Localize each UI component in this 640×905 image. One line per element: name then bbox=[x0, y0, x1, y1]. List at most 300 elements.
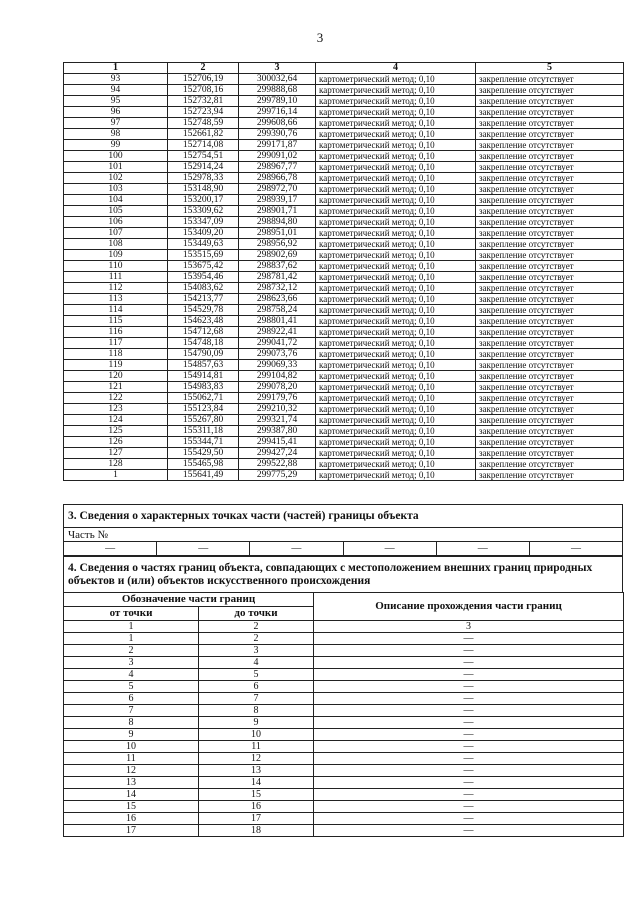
method-cell: картометрический метод; 0,10 bbox=[316, 316, 476, 327]
section-4-title: 4. Сведения о частях границ объекта, совпадающих с местоположением внешних границ природных объектов и (или) объектов искусственного происхождения bbox=[68, 562, 593, 587]
point-number: 121 bbox=[64, 382, 168, 393]
table-row bbox=[64, 789, 624, 801]
table-row bbox=[64, 228, 624, 239]
to-point: 2 bbox=[199, 633, 314, 645]
x-coordinate: 152754,51 bbox=[168, 151, 239, 162]
x-coordinate: 152661,82 bbox=[168, 129, 239, 140]
from-point: 1 bbox=[64, 633, 199, 645]
method-cell: картометрический метод; 0,10 bbox=[316, 393, 476, 404]
point-number: 95 bbox=[64, 96, 168, 107]
to-point: 10 bbox=[199, 729, 314, 741]
index-col-2: 2 bbox=[199, 621, 314, 633]
table-row bbox=[64, 96, 624, 107]
table-row bbox=[64, 316, 624, 327]
header-to-point: до точки bbox=[199, 607, 314, 621]
section-4-block bbox=[63, 556, 623, 592]
description-cell: — bbox=[314, 753, 624, 765]
method-cell: картометрический метод; 0,10 bbox=[316, 371, 476, 382]
table-row bbox=[64, 371, 624, 382]
x-coordinate: 155311,18 bbox=[168, 426, 239, 437]
fixation-cell: закрепление отсутствует bbox=[476, 140, 624, 151]
y-coordinate: 299390,76 bbox=[239, 129, 316, 140]
point-number: 96 bbox=[64, 107, 168, 118]
fixation-cell: закрепление отсутствует bbox=[476, 118, 624, 129]
table-row bbox=[64, 140, 624, 151]
method-cell: картометрический метод; 0,10 bbox=[316, 448, 476, 459]
x-coordinate: 153347,09 bbox=[168, 217, 239, 228]
x-coordinate: 155429,50 bbox=[168, 448, 239, 459]
point-number: 115 bbox=[64, 316, 168, 327]
fixation-cell: закрепление отсутствует bbox=[476, 382, 624, 393]
x-coordinate: 155123,84 bbox=[168, 404, 239, 415]
table-row bbox=[64, 294, 624, 305]
x-coordinate: 153200,17 bbox=[168, 195, 239, 206]
from-point: 4 bbox=[64, 669, 199, 681]
fixation-cell: закрепление отсутствует bbox=[476, 107, 624, 118]
fixation-cell: закрепление отсутствует bbox=[476, 96, 624, 107]
fixation-cell: закрепление отсутствует bbox=[476, 228, 624, 239]
point-number: 94 bbox=[64, 85, 168, 96]
table-row bbox=[64, 151, 624, 162]
to-point: 5 bbox=[199, 669, 314, 681]
point-number: 117 bbox=[64, 338, 168, 349]
description-cell: — bbox=[314, 669, 624, 681]
fixation-cell: закрепление отсутствует bbox=[476, 74, 624, 85]
from-point: 17 bbox=[64, 825, 199, 837]
y-coordinate: 298901,71 bbox=[239, 206, 316, 217]
fixation-cell: закрепление отсутствует bbox=[476, 327, 624, 338]
from-point: 2 bbox=[64, 645, 199, 657]
fixation-cell: закрепление отсутствует bbox=[476, 195, 624, 206]
point-number: 99 bbox=[64, 140, 168, 151]
fixation-cell: закрепление отсутствует bbox=[476, 305, 624, 316]
coordinates-header-row bbox=[64, 63, 624, 74]
to-point: 18 bbox=[199, 825, 314, 837]
method-cell: картометрический метод; 0,10 bbox=[316, 206, 476, 217]
x-coordinate: 152914,24 bbox=[168, 162, 239, 173]
index-col-1: 1 bbox=[64, 621, 199, 633]
table-row bbox=[64, 305, 624, 316]
method-cell: картометрический метод; 0,10 bbox=[316, 294, 476, 305]
method-cell: картометрический метод; 0,10 bbox=[316, 382, 476, 393]
coordinates-table bbox=[63, 62, 624, 481]
fixation-cell: закрепление отсутствует bbox=[476, 272, 624, 283]
header-description: Описание прохождения части границ bbox=[314, 593, 624, 621]
x-coordinate: 152723,94 bbox=[168, 107, 239, 118]
method-cell: картометрический метод; 0,10 bbox=[316, 272, 476, 283]
table-row bbox=[64, 118, 624, 129]
x-coordinate: 154623,48 bbox=[168, 316, 239, 327]
point-number: 108 bbox=[64, 239, 168, 250]
fixation-cell: закрепление отсутствует bbox=[476, 371, 624, 382]
fixation-cell: закрепление отсутствует bbox=[476, 261, 624, 272]
description-cell: — bbox=[314, 765, 624, 777]
to-point: 14 bbox=[199, 777, 314, 789]
y-coordinate: 298623,66 bbox=[239, 294, 316, 305]
table-row bbox=[64, 448, 624, 459]
x-coordinate: 155344,71 bbox=[168, 437, 239, 448]
description-cell: — bbox=[314, 741, 624, 753]
description-cell: — bbox=[314, 801, 624, 813]
table-row bbox=[64, 705, 624, 717]
empty-cell: — bbox=[570, 543, 581, 554]
point-number: 125 bbox=[64, 426, 168, 437]
y-coordinate: 298956,92 bbox=[239, 239, 316, 250]
method-cell: картометрический метод; 0,10 bbox=[316, 151, 476, 162]
empty-cell: — bbox=[64, 542, 157, 556]
y-coordinate: 299775,29 bbox=[239, 470, 316, 481]
point-number: 114 bbox=[64, 305, 168, 316]
to-point: 8 bbox=[199, 705, 314, 717]
description-cell: — bbox=[314, 789, 624, 801]
table-row bbox=[64, 74, 624, 85]
table-row bbox=[64, 338, 624, 349]
from-point: 13 bbox=[64, 777, 199, 789]
point-number: 124 bbox=[64, 415, 168, 426]
y-coordinate: 299091,02 bbox=[239, 151, 316, 162]
point-number: 105 bbox=[64, 206, 168, 217]
y-coordinate: 299415,41 bbox=[239, 437, 316, 448]
table-row bbox=[64, 261, 624, 272]
y-coordinate: 298967,77 bbox=[239, 162, 316, 173]
y-coordinate: 299522,88 bbox=[239, 459, 316, 470]
fixation-cell: закрепление отсутствует bbox=[476, 162, 624, 173]
table-row bbox=[64, 404, 624, 415]
method-cell: картометрический метод; 0,10 bbox=[316, 173, 476, 184]
table-row bbox=[64, 415, 624, 426]
point-number: 106 bbox=[64, 217, 168, 228]
x-coordinate: 153148,90 bbox=[168, 184, 239, 195]
method-cell: картометрический метод; 0,10 bbox=[316, 305, 476, 316]
table-row bbox=[64, 657, 624, 669]
from-point: 3 bbox=[64, 657, 199, 669]
method-cell: картометрический метод; 0,10 bbox=[316, 404, 476, 415]
table-row bbox=[64, 459, 624, 470]
y-coordinate: 299073,76 bbox=[239, 349, 316, 360]
x-coordinate: 153675,42 bbox=[168, 261, 239, 272]
x-coordinate: 154857,63 bbox=[168, 360, 239, 371]
table-row bbox=[64, 681, 624, 693]
empty-cell: — bbox=[250, 542, 343, 556]
fixation-cell: закрепление отсутствует bbox=[476, 360, 624, 371]
table-row bbox=[64, 437, 624, 448]
empty-cell: — bbox=[157, 542, 250, 556]
y-coordinate: 298951,01 bbox=[239, 228, 316, 239]
method-cell: картометрический метод; 0,10 bbox=[316, 228, 476, 239]
table-row bbox=[64, 669, 624, 681]
from-point: 16 bbox=[64, 813, 199, 825]
table-row bbox=[64, 239, 624, 250]
y-coordinate: 299888,68 bbox=[239, 85, 316, 96]
method-cell: картометрический метод; 0,10 bbox=[316, 250, 476, 261]
method-cell: картометрический метод; 0,10 bbox=[316, 360, 476, 371]
x-coordinate: 154529,78 bbox=[168, 305, 239, 316]
to-point: 9 bbox=[199, 717, 314, 729]
fixation-cell: закрепление отсутствует bbox=[476, 393, 624, 404]
to-point: 17 bbox=[199, 813, 314, 825]
table-row bbox=[64, 813, 624, 825]
table-row bbox=[64, 741, 624, 753]
point-number: 120 bbox=[64, 371, 168, 382]
table-row bbox=[64, 426, 624, 437]
to-point: 16 bbox=[199, 801, 314, 813]
table-row bbox=[64, 393, 624, 404]
to-point: 7 bbox=[199, 693, 314, 705]
to-point: 4 bbox=[199, 657, 314, 669]
from-point: 12 bbox=[64, 765, 199, 777]
point-number: 113 bbox=[64, 294, 168, 305]
x-coordinate: 152748,59 bbox=[168, 118, 239, 129]
x-coordinate: 153515,69 bbox=[168, 250, 239, 261]
to-point: 12 bbox=[199, 753, 314, 765]
fixation-cell: закрепление отсутствует bbox=[476, 338, 624, 349]
table-row bbox=[64, 327, 624, 338]
x-coordinate: 152706,19 bbox=[168, 74, 239, 85]
table-row bbox=[64, 753, 624, 765]
fixation-cell: закрепление отсутствует bbox=[476, 349, 624, 360]
to-point: 15 bbox=[199, 789, 314, 801]
method-cell: картометрический метод; 0,10 bbox=[316, 118, 476, 129]
table-row bbox=[64, 129, 624, 140]
section-3-block bbox=[63, 504, 623, 556]
fixation-cell: закрепление отсутствует bbox=[476, 316, 624, 327]
boundary-parts-body bbox=[64, 633, 624, 837]
y-coordinate: 299179,76 bbox=[239, 393, 316, 404]
table-row bbox=[64, 360, 624, 371]
y-coordinate: 298939,17 bbox=[239, 195, 316, 206]
table-row bbox=[64, 717, 624, 729]
x-coordinate: 152978,33 bbox=[168, 173, 239, 184]
description-cell: — bbox=[314, 729, 624, 741]
point-number: 112 bbox=[64, 283, 168, 294]
y-coordinate: 299427,24 bbox=[239, 448, 316, 459]
fixation-cell: закрепление отсутствует bbox=[476, 129, 624, 140]
from-point: 9 bbox=[64, 729, 199, 741]
method-cell: картометрический метод; 0,10 bbox=[316, 85, 476, 96]
y-coordinate: 298972,70 bbox=[239, 184, 316, 195]
description-cell: — bbox=[314, 693, 624, 705]
y-coordinate: 298781,42 bbox=[239, 272, 316, 283]
boundary-parts-table bbox=[63, 592, 624, 837]
fixation-cell: закрепление отсутствует bbox=[476, 206, 624, 217]
method-cell: картометрический метод; 0,10 bbox=[316, 459, 476, 470]
description-cell: — bbox=[314, 657, 624, 669]
page-number: 3 bbox=[316, 30, 324, 45]
fixation-cell: закрепление отсутствует bbox=[476, 239, 624, 250]
fixation-cell: закрепление отсутствует bbox=[476, 404, 624, 415]
x-coordinate: 152714,08 bbox=[168, 140, 239, 151]
method-cell: картометрический метод; 0,10 bbox=[316, 283, 476, 294]
fixation-cell: закрепление отсутствует bbox=[476, 85, 624, 96]
y-coordinate: 298801,41 bbox=[239, 316, 316, 327]
from-point: 6 bbox=[64, 693, 199, 705]
empty-cell: — bbox=[437, 542, 530, 556]
description-cell: — bbox=[314, 681, 624, 693]
method-cell: картометрический метод; 0,10 bbox=[316, 129, 476, 140]
description-cell: — bbox=[314, 777, 624, 789]
point-number: 93 bbox=[64, 74, 168, 85]
x-coordinate: 152732,81 bbox=[168, 96, 239, 107]
point-number: 110 bbox=[64, 261, 168, 272]
method-cell: картометрический метод; 0,10 bbox=[316, 437, 476, 448]
method-cell: картометрический метод; 0,10 bbox=[316, 184, 476, 195]
to-point: 13 bbox=[199, 765, 314, 777]
header-col-1: 1 bbox=[64, 63, 168, 74]
y-coordinate: 298837,62 bbox=[239, 261, 316, 272]
x-coordinate: 154213,77 bbox=[168, 294, 239, 305]
fixation-cell: закрепление отсутствует bbox=[476, 415, 624, 426]
method-cell: картометрический метод; 0,10 bbox=[316, 415, 476, 426]
point-number: 101 bbox=[64, 162, 168, 173]
table-row bbox=[64, 173, 624, 184]
x-coordinate: 154712,68 bbox=[168, 327, 239, 338]
header-col-2: 2 bbox=[168, 63, 239, 74]
description-cell: — bbox=[314, 633, 624, 645]
point-number: 1 bbox=[64, 470, 168, 481]
y-coordinate: 299716,14 bbox=[239, 107, 316, 118]
fixation-cell: закрепление отсутствует bbox=[476, 437, 624, 448]
y-coordinate: 298732,12 bbox=[239, 283, 316, 294]
table-row bbox=[64, 470, 624, 481]
coordinates-body bbox=[64, 74, 624, 481]
method-cell: картометрический метод; 0,10 bbox=[316, 426, 476, 437]
fixation-cell: закрепление отсутствует bbox=[476, 448, 624, 459]
table-row bbox=[64, 693, 624, 705]
x-coordinate: 154083,62 bbox=[168, 283, 239, 294]
point-number: 104 bbox=[64, 195, 168, 206]
point-number: 103 bbox=[64, 184, 168, 195]
y-coordinate: 298966,78 bbox=[239, 173, 316, 184]
method-cell: картометрический метод; 0,10 bbox=[316, 327, 476, 338]
fixation-cell: закрепление отсутствует bbox=[476, 250, 624, 261]
table-row bbox=[64, 801, 624, 813]
method-cell: картометрический метод; 0,10 bbox=[316, 239, 476, 250]
y-coordinate: 299171,87 bbox=[239, 140, 316, 151]
table-row bbox=[64, 645, 624, 657]
description-cell: — bbox=[314, 813, 624, 825]
method-cell: картометрический метод; 0,10 bbox=[316, 217, 476, 228]
point-number: 107 bbox=[64, 228, 168, 239]
table-row bbox=[64, 382, 624, 393]
x-coordinate: 154983,83 bbox=[168, 382, 239, 393]
method-cell: картометрический метод; 0,10 bbox=[316, 162, 476, 173]
fixation-cell: закрепление отсутствует bbox=[476, 217, 624, 228]
y-coordinate: 298894,80 bbox=[239, 217, 316, 228]
y-coordinate: 299104,82 bbox=[239, 371, 316, 382]
header-col-4: 4 bbox=[316, 63, 476, 74]
point-number: 97 bbox=[64, 118, 168, 129]
y-coordinate: 299069,33 bbox=[239, 360, 316, 371]
y-coordinate: 298922,41 bbox=[239, 327, 316, 338]
y-coordinate: 300032,64 bbox=[239, 74, 316, 85]
x-coordinate: 153309,62 bbox=[168, 206, 239, 217]
y-coordinate: 298758,24 bbox=[239, 305, 316, 316]
to-point: 6 bbox=[199, 681, 314, 693]
y-coordinate: 299608,66 bbox=[239, 118, 316, 129]
table-row bbox=[64, 777, 624, 789]
to-point: 11 bbox=[199, 741, 314, 753]
table-row bbox=[64, 206, 624, 217]
fixation-cell: закрепление отсутствует bbox=[476, 470, 624, 481]
method-cell: картометрический метод; 0,10 bbox=[316, 96, 476, 107]
table-row bbox=[64, 633, 624, 645]
point-number: 102 bbox=[64, 173, 168, 184]
fixation-cell: закрепление отсутствует bbox=[476, 426, 624, 437]
from-point: 10 bbox=[64, 741, 199, 753]
fixation-cell: закрепление отсутствует bbox=[476, 151, 624, 162]
point-number: 116 bbox=[64, 327, 168, 338]
point-number: 119 bbox=[64, 360, 168, 371]
table-row bbox=[64, 765, 624, 777]
y-coordinate: 299041,72 bbox=[239, 338, 316, 349]
table-row bbox=[64, 195, 624, 206]
table-row bbox=[64, 107, 624, 118]
method-cell: картометрический метод; 0,10 bbox=[316, 349, 476, 360]
x-coordinate: 155062,71 bbox=[168, 393, 239, 404]
point-number: 127 bbox=[64, 448, 168, 459]
header-col-3: 3 bbox=[239, 63, 316, 74]
method-cell: картометрический метод; 0,10 bbox=[316, 195, 476, 206]
table-row bbox=[64, 162, 624, 173]
table-row bbox=[64, 349, 624, 360]
section-3-title: 3. Сведения о характерных точках части (частей) границы объекта bbox=[68, 510, 419, 522]
point-number: 128 bbox=[64, 459, 168, 470]
point-number: 123 bbox=[64, 404, 168, 415]
point-number: 98 bbox=[64, 129, 168, 140]
method-cell: картометрический метод; 0,10 bbox=[316, 338, 476, 349]
table-row bbox=[64, 217, 624, 228]
y-coordinate: 299321,74 bbox=[239, 415, 316, 426]
x-coordinate: 155641,49 bbox=[168, 470, 239, 481]
method-cell: картометрический метод; 0,10 bbox=[316, 470, 476, 481]
x-coordinate: 154914,81 bbox=[168, 371, 239, 382]
x-coordinate: 153449,63 bbox=[168, 239, 239, 250]
point-number: 122 bbox=[64, 393, 168, 404]
table-row bbox=[64, 250, 624, 261]
point-number: 109 bbox=[64, 250, 168, 261]
x-coordinate: 154790,09 bbox=[168, 349, 239, 360]
method-cell: картометрический метод; 0,10 bbox=[316, 140, 476, 151]
x-coordinate: 154748,18 bbox=[168, 338, 239, 349]
y-coordinate: 299789,10 bbox=[239, 96, 316, 107]
to-point: 3 bbox=[199, 645, 314, 657]
table-row bbox=[64, 729, 624, 741]
fixation-cell: закрепление отсутствует bbox=[476, 294, 624, 305]
y-coordinate: 298902,69 bbox=[239, 250, 316, 261]
from-point: 14 bbox=[64, 789, 199, 801]
x-coordinate: 155465,98 bbox=[168, 459, 239, 470]
table-row bbox=[64, 184, 624, 195]
x-coordinate: 153409,20 bbox=[168, 228, 239, 239]
from-point: 11 bbox=[64, 753, 199, 765]
from-point: 5 bbox=[64, 681, 199, 693]
x-coordinate: 155267,80 bbox=[168, 415, 239, 426]
table-row bbox=[64, 825, 624, 837]
section-3-empty-row bbox=[64, 542, 622, 556]
description-cell: — bbox=[314, 705, 624, 717]
description-cell: — bbox=[314, 825, 624, 837]
x-coordinate: 153954,46 bbox=[168, 272, 239, 283]
x-coordinate: 152708,16 bbox=[168, 85, 239, 96]
table-row bbox=[64, 85, 624, 96]
method-cell: картометрический метод; 0,10 bbox=[316, 74, 476, 85]
table-row bbox=[64, 283, 624, 294]
point-number: 100 bbox=[64, 151, 168, 162]
from-point: 8 bbox=[64, 717, 199, 729]
empty-cell: — bbox=[344, 542, 437, 556]
from-point: 7 bbox=[64, 705, 199, 717]
header-col-5: 5 bbox=[476, 63, 624, 74]
